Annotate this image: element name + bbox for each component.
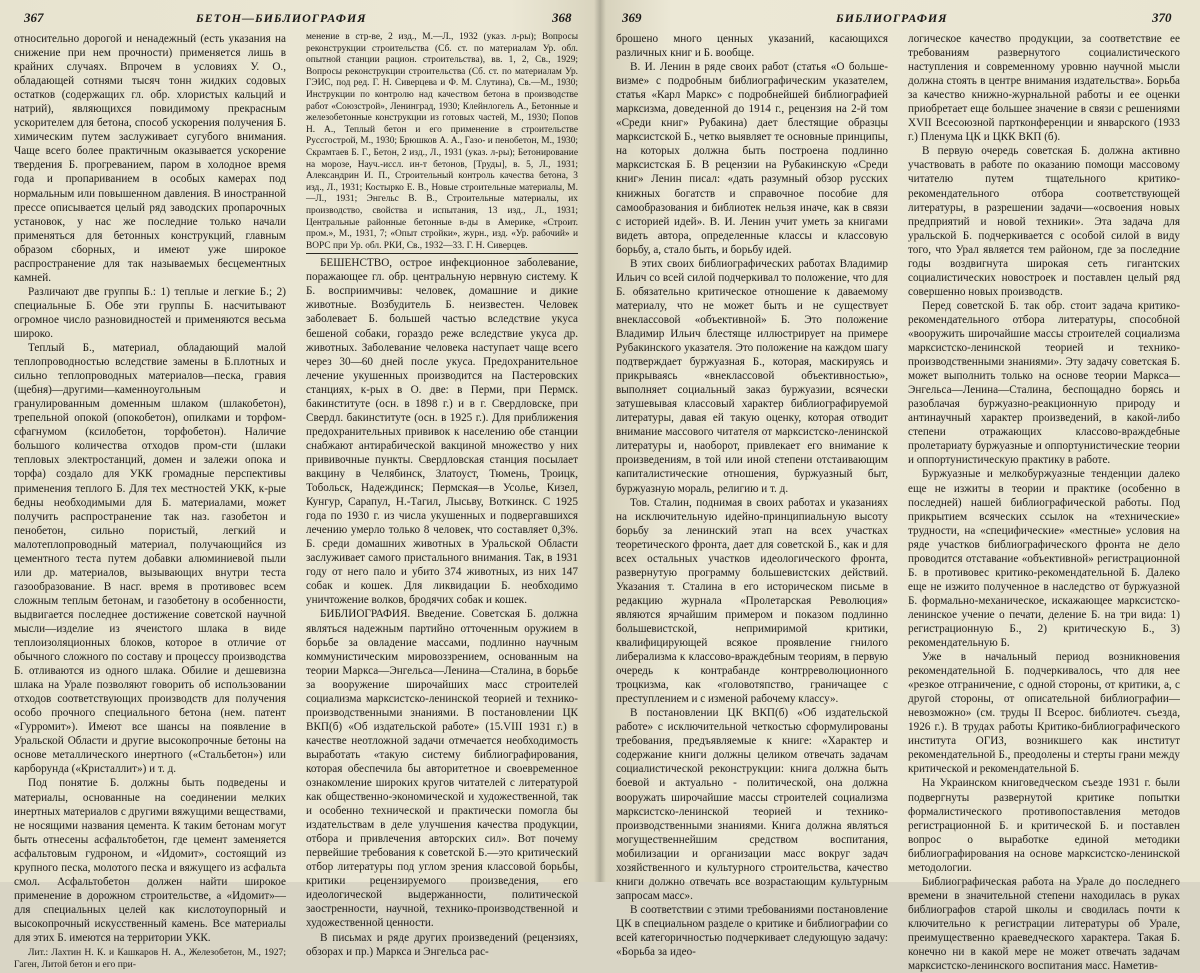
paragraph: В письмах и ряде других произведений (рецензиях, обзорах и пр.) Маркса и Энгельса рас- xyxy=(306,931,578,958)
left-running-head xyxy=(0,8,600,30)
paragraph: В соответствии с этими требованиями постановление ЦК в специальном разделе о критике и библиографии со всей категоричностью подчеркивает следующую задачу: «Борьба за идео- xyxy=(616,903,888,959)
paragraph: относительно дорогой и ненадежный (есть указания на снижение при нем прочности) применяется лишь в крайних случаях. Впрочем в условиях У. О., обладающей сотнями тысяч тонн жидких содовых остатков (содержащих гл. обр. хлористых кальций и натрий), являющихся повидимому прекрасным ускорителем для бетона, способ ускорения получения Б. химическим путем заслуживает сугубого внимания. Чаще всего более практичным оказывается ускорение твердения Б. прогреванием, паром в холодное время года и пропариванием в особых камерах под нормальным или повышенном давления. В иностранной прессе описывается целый ряд заводских пропарочных установок, у нас же последние только начали применяться для бетонных конструкций, главным образом сборных, и имеют уже широкое распространение для так называемых бесцементных камней. xyxy=(14,33,286,284)
right-page xyxy=(600,0,1200,973)
column-370 xyxy=(908,32,1180,973)
paragraph: Различают две группы Б.: 1) теплые и легкие Б.; 2) специальные Б. Обе эти группы Б. насчитывают огромное число разновидностей и применяются весьма широко. xyxy=(14,285,286,340)
article-bibliografiya-intro: БИБЛИОГРАФИЯ. Введение. Советская Б. должна являться надежным партийно отточенным оружием в борьбе за овладение массами, подлинно научным коммунистическим мировоззрением, основанным на теории Маркса—Энгельса—Ленина—Сталина, в борьбе за вооружение широчайших масс строителей социализма марксистско-ленинской теорией и технико-производственными знаниями. В постановлении ЦК ВКП(б) «Об издательской работе» (15.VIII 1931 г.) в качестве неотложной задачи отмечается необходимость выработать «такую систему библиографирования, которая обеспечила бы авторитетное и своевременное ознакомление широких кругов читателей с литературой как общественно-экономической и художественной, так и особенно технической и практически помогла бы издательствам в деле улучшения качества продукции, отбора и привлечения авторских сил». Вот почему первейшие требования к советской Б.—это критический отбор литературы под углом зрения классовой борьбы, критики рецензируемого произведения, его идеологической выдержанности, политической заостренности, научной, технико-производственной и художественной ценности. xyxy=(306,608,578,930)
paragraph: Тов. Сталин, поднимая в своих работах и указаниях на исключительную идейно-принципиальную высоту борьбу за ленинский этап на всех участках теоретического фронта, дает для советской Б., как и для всех остальных участков идеологического фронта, развернутую программу большевистских действий. Указания т. Сталина в его историческом письме в редакцию журнала «Пролетарская Революция» являются ярчайшим примером и показом подлинно большевистской, непримиримой критики, квалифицирующей всякое проявление гнилого либерализма к классово-враждебным теориям, в первую очередь к контрабанде контрреволюционного троцкизма, как «головотяпство, граничащее с преступлением и с изменой рабочему классу». xyxy=(616,496,888,706)
paragraph: Теплый Б., материал, обладающий малой теплопроводностью вследствие замены в Б.плотных и сильно теплопроводных материалов—песка, гравия (щебня)—другими—каменноугольным и гранулированным доменным шлаком (шлакобетон), трепельной опокой (опокобетон), опилками и торфом-сфагнумом (ксилобетон, торфобетон). Наличие большого количества отходов пром-сти (шлаки тепловых электростанций, домен и залежи опока и торфа) создало для УКК громадные перспективы применения теплого Б. Для тех местностей УКК, к-рые бедны необходимыми для Б. материалами, может получить распространение так наз. газобетон и пенобетон, сильно пористый, легкий и малотеплопроводный материал, получающийся из цементного теста путем добавки алюминиевой пыли или др. материалов, вызывающих внутри теста газообразование. В насг. время в противовес всем сложным теплым бетонам, и газобетону в особенности, выдвигается последнее достижение советской научной мысли—изделие из ячеистого шлака в виде теплоизоляционных блоков, которое в отличие от обычного сложного по составу и процессу производства Б. отливаются из одного шлака. Обилие и дешевизна шлака на Урале позволяют говорить об использовании отходов соответствующих производств для получения особо прочного специального бетона (нем. патент «Гурромит»). Имеют все шансы на появление в Уральской Области и другие высокопрочные бетоны на основе металлического инертного («Стальбетон») или карборунда («Кристаллит») и т. д. xyxy=(14,342,286,776)
paragraph: В постановлении ЦК ВКП(б) «Об издательской работе» с исключительной четкостью сформулированы требования, предъявляемые к книге: «Характер и содержание книги должны целиком отвечать задачам социалистической реконструкции: книга должна быть боевой и актуально - политической, она должна вооружать широчайшие массы строителей социализма марксистско-ленинской теорией и технико-производственными знаниями. Книга должна являться могущественнейшим средством воспитания, мобилизации и организации масс вокруг задач хозяйственного и культурного строительства, качество книги должно отвечать все возрастающим культурным запросам масс». xyxy=(616,707,888,902)
paragraph: Буржуазные и мелкобуржуазные тенденции далеко еще не изжиты в теории и практике (особенно в последней) нашей библиографической работы. Под прикрытием всяческих ссылок на «технические» трудности, на «специфические» «местные» условия на ряде участков библиографического фронта не дело проводится отставание «объективной» регистрационной Б. в противовес критико-рекомендательной Б. Далеко еще не изжито полученное в наследство от буржуазной Б. формально-механическое, искажающее марксистско-ленинское учение о печати, деление Б. на три вида: 1) регистрационную Б., 2) критическую Б., 3) рекомендательную Б. xyxy=(908,468,1180,650)
paragraph: На Украинском книговедческом съезде 1931 г. были подвергнуты развернутой критике попытки формалистического противопоставления методов регистрационной Б. и критической Б. и поставлен вопрос о выработке единой методики библиографирования на основе марксистско-ленинской методологии. xyxy=(908,777,1180,874)
left-page xyxy=(0,0,600,971)
section-divider xyxy=(306,253,578,254)
column-367 xyxy=(14,32,286,971)
article-beshenstvo: БЕШЕНСТВО, острое инфекционное заболевание, поражающее гл. обр. центральную нервную систему. К Б. восприимчивы: человек, домашние и дикие животные. Возбудитель Б. неизвестен. Человек заболевает Б. большей частью вследствие укуса бешеной собаки, гораздо реже вследствие укуса др. животных. Заболевание человека наступает чаще всего через 30—60 дней после укуса. Предохранительное лечение укушенных производится на Пастеровских станциях, к-рых в О. две: в Перми, при Пермск. бакинституте (осн. в 1898 г.) и в г. Свердловске, при Свердл. бакинституте (осн. в 1925 г.). Для приближения предохранительных прививок к населению обе станции снабжают антирабической вакциной множество у них прививочные пункты. Свердловская станция посылает вакцину в Челябинск, Златоуст, Тюмень, Троицк, Тобольск, Надеждинск; Пермская—в Усолье, Кизел, Кунгур, Сарапул, Н.-Тагил, Лысьву, Воткинск. С 1925 года по 1930 г. из числа укушенных и подвергавшихся лечению умерло только 8 человек, что составляет 0,3%. Б. среди домашних животных в Уральской Области заслуживает самого пристального внимания. Так, в 1931 году от него пало и убито 374 животных, из них 147 собак и кошек. Для ликвидации Б. необходимо уничтожение волков, бродячих собак и кошек. xyxy=(306,257,578,607)
page-number-370: 370 xyxy=(1152,10,1172,25)
paragraph: брошено много ценных указаний, касающихся различных книг и Б. вообще. xyxy=(616,33,888,60)
paragraph: Перед советской Б. так обр. стоит задача критико-рекомендательного отбора литературы, способной «вооружить широчайшие массы строителей социализма марксистско-ленинской теорией и технико-производственными знаниями». Эту задачу советская Б. может выполнить только на основе теории Маркса—Энгельса—Ленина—Сталина, беспощадно борясь и разоблачая буржуазно-реакционную природу и антинаучный характер произведений, в какой-либо степени отражающих классово-враждебные пролетариату буржуазные и оппортунистические теории и оппортунистическую практику в работе. xyxy=(908,299,1180,467)
paragraph: Под понятие Б. должны быть подведены и материалы, основанные на соединении мелких инертных материалов с другими вяжущими веществами, не носящими названия цемента. К таким бетонам могут быть отнесены асфальтобетон, где цемент заменяется асфальтовым гудроном, и «Идомит», состоящий из крупного песка, молотого песка и вяжущего из асфальта смол. Асфальтобетон должен найти широкое применение в дорожном строительстве, а «Идомит»—для специальных целей как кислотоупорный и высокопрочный искусственный камень. Все материалы для этих Б. имеются на территории УКК. xyxy=(14,777,286,944)
page-number-367: 367 xyxy=(24,10,44,25)
page-number-368: 368 xyxy=(552,10,572,25)
running-title-right: БИБЛИОГРАФИЯ xyxy=(836,11,948,25)
paragraph: логическое качество продукции, за соответствие ее требованиям развернутого социалистического наступления и современному уровню научной мысли должна стоять в центре внимания издательства». Борьба за качество книжно-журнальной работы и ее оценки приобретает еще большее значение в связи с решениями XVII Всесоюзной партконференции и январского (1933 г.) Пленума ЦК и ЦКК ВКП (б). xyxy=(908,33,1180,144)
literature-continuation: менение в стр-ве, 2 изд., М.—Л., 1932 (указ. л-ры); Вопросы реконструкции строительства (Сб. ст. по материалам Ур. обл. опытной станции рацион. строительства), вв. 1, 2, Св., 1929; Вопросы реконструкции строительства (Сб. ст. по материалам Ур. ГЭИС, под ред. Г. Н. Сиверцева и Ф. М. Слутина), Св.—М., 1930; Инструкции по контролю над качеством бетона в производстве работ «Союзстрой», Ленинград, 1930; Клейнлогель А., Бетонные и железобетонные конструкции из готовых частей, М., 1930; Попов Н. А., Теплый бетон и его применение в строительстве Руссгострой, М., 1930; Брюшков А. А., Газо- и пенобетон, М., 1930; Скрамтаев Б. Г., Бетон, 2 изд., Л., 1931 (указ. л-ры); Бетонирование на морозе, Науч.-иссл. ин-т бетонов, [Труды], в. 5, Л., 1931; Александрин И. П., Строительный контроль качества бетона, 3 изд., Л., 1931; Костырко Е. В., Новые строительные материалы, М.—Л., 1931; Энгельс В. В., Строительные материалы, их производство, свойства и испытания, 13 изд., Л., 1931; Центральные районные бетонные в-ды в Америке, «Строит. пром.», М., 1931, 7; «Опыт стройки», журн., изд. «Ур. рабочий» и ВОРС при Ур. обл. РКИ, Св., 1932—33. Г. Н. Сиверцев. xyxy=(306,32,578,251)
book-gutter xyxy=(594,0,606,882)
column-368 xyxy=(306,32,578,958)
paragraph: Библиографическая работа на Урале до последнего времени в значительной степени находилась в руках библиографов старой школы и сводилась почти к ключительно к регистрации литературы об Урале, преимущественно краеведческого характера. Такая Б. конечно ни в какой мере не может отвечать задачам марксистско-ленинского воспитания масс. Наметив- xyxy=(908,875,1180,973)
right-running-head xyxy=(600,8,1200,30)
literature-list: Лит.: Лахтин Н. К. и Кашкаров Н. А., Железобетон, М., 1927; Гаген, Литой бетон и его при- xyxy=(14,947,286,971)
page-number-369: 369 xyxy=(622,10,642,25)
paragraph: Уже в начальный период возникновения рекомендательной Б. подчеркивалось, что для нее «резкое отграничение, с одной стороны, от критики, а, с другой стороны, от описательной библиографии—невозможно» (см. труды II Всерос. библиотеч. съезда, 1926 г.). В трудах работы Критико-библиографического института ОГИЗ, возникшего как институт рекомендательной Б., преодолены и стерты грани между критической и рекомендательной Б. xyxy=(908,651,1180,776)
paragraph: В этих своих библиографических работах Владимир Ильич со всей силой подчеркивал то положение, что для Б. обязательно критическое отношение к даваемому материалу, что не может быть и не существует внеклассовой «объективной» Б. Это положение Владимир Ильич блестяще иллюстрирует на примере Рубакинского указателя. Это положение на каждом шагу подтверждает буржуазная Б., которая, маскируясь и прикрываясь «внеклассовой объективностью», выполняет социальный заказ буржуазии, всячески затушевывая классовый характер библиографируемой литературы, давая ей такую оценку, которая отводит внимание массового читателя от марксистско-ленинской литературы и, наоборот, привлекает его внимание к произведениям, в той или иной степени отстаивающим капиталистические отношения, буржуазный быт, буржуазную мораль, религию и т. д. xyxy=(616,257,888,495)
running-title-left: БЕТОН—БИБЛИОГРАФИЯ xyxy=(196,11,367,25)
paragraph: В первую очередь советская Б. должна активно участвовать в работе по оказанию помощи массовому читателю путем тщательного критико-рекомендательного отбора соответствующей литературы, в разрешении задачи—«освоения новых предприятий и новой техники». Эта задача для уральской Б. подчеркивается с особой силой в виду того, что Урал является тем районом, где за последние годы воздвигнута широкая сеть гигантских социалистических новостроек и поставлен целый ряд совершенно новых производств. xyxy=(908,145,1180,298)
paragraph: В. И. Ленин в ряде своих работ (статья «О большевизме» с подробным библиографическим указателем, статья «Карл Маркс» с подробнейшей библиографией марксизма, доведенной до 1914 г., рецензия на 2-й том «Среди книг» Рубакина) дает блестящие образцы марксистской Б., четко выявляет те основные принципы, на которых должна быть построена подлинно марксистская Б. В рецензии на Рубакинскую «Среди книг» Ленин писал: «дать разумный обзор русских книжных богатств и справочное пособие для самообразования и библиотек нельзя иначе, как в связи с историей идей». В. И. Ленин учит уметь за книгами видеть автора, определенные классы и классовую борьбу, а, стало быть, и борьбу идей. xyxy=(616,61,888,256)
column-369 xyxy=(616,32,888,959)
